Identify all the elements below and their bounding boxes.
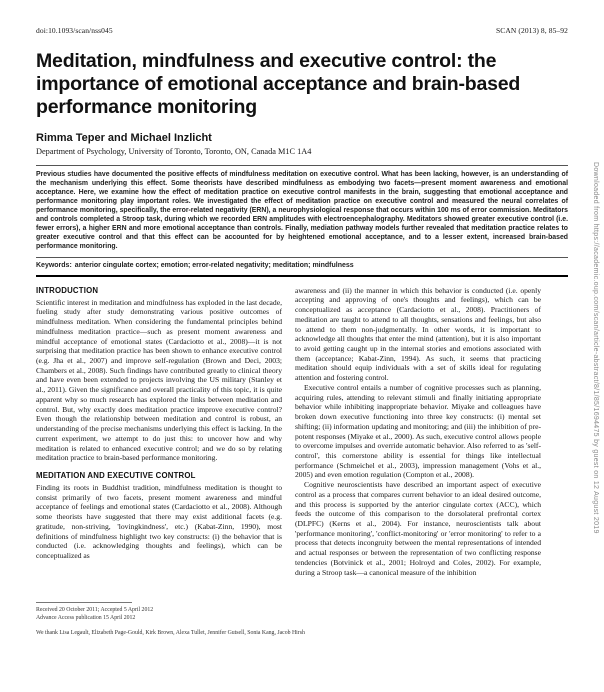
keywords-line <box>36 262 568 269</box>
advance-access-date: Advance Access publication 15 April 2012 <box>36 615 136 622</box>
author-names: Rimma Teper and Michael Inzlicht <box>36 132 212 144</box>
executive-control-paragraph: Executive control entails a number of cognitive processes such as planning, acquiring rules, attending to relevant stimuli and finally initiating appropriate behavior while inhibiting inappropriate behavior. Miyake and colleagues have broken down executive functioning into three key constructs: (i) mental set shifting; (ii) information updating and monitoring; and (iii) the inhibition of pre-potent responses (Miyake et al., 2000). As such, executive control allows people to overcome impulses and override automatic behavior. Also referred to as 'self-control', this cornerstone ability is essential for things like intellectual performance (Schmeichel et al., 2003), impression management (Vohs et al., 2005) and even emotion regulation (Compton et al., 2008). <box>295 382 541 480</box>
right-column <box>295 286 541 637</box>
article-footnote <box>36 602 305 637</box>
received-dates: Received 20 October 2011; Accepted 5 April 2012 <box>36 606 154 613</box>
download-watermark: Downloaded from https://academic.oup.com/scan/article-abstract/8/1/85/1694475 by guest on 12 August 2019 <box>592 162 599 534</box>
abstract-top-rule <box>36 165 568 166</box>
cognitive-neuroscience-paragraph: Cognitive neuroscientists have described an important aspect of executive control as a process that compares current behavior to an ideal desired outcome, and this process is supported by the anterior cingulate cortex (ACC), which feeds the outcome of this comparison to the dorsolateral prefrontal cortex (DLPFC) (Kerns et al., 2004). For instance, neuroscientists talk about 'performance monitoring', 'conflict-monitoring' or 'error monitoring' to refer to a process that detects incongruity between the mental representations of intended and actual responses or between the representation of two conflicting response tendencies (Botvinick et al., 2001; Holroyd and Coles, 2002). For example, during a Stroop task—a canonical measure of the inhibition <box>295 480 541 577</box>
left-column <box>36 285 305 637</box>
footnote-rule <box>36 602 132 603</box>
section-heading-meditation-executive-control: MEDITATION AND EXECUTIVE CONTROL <box>36 470 196 480</box>
abstract-text: Previous studies have documented the positive effects of mindfulness meditation on executive control. What has been lacking, however, is an understanding of the mechanism underlying this effect. Some theorists have described mindfulness as embodying two facets—present moment awareness and emotional acceptance. Here, we examine how the effect of meditation practice on executive control manifests in the brain, suggesting that emotional acceptance and performance monitoring play important roles. We investigated the effect of meditation practice on executive control and measured the neural correlates of performance monitoring, specifically, the error-related negativity (ERN), a neurophysiological response that occurs within 100 ms of error commission. Meditators and controls completed a Stroop task, during which we recorded ERN amplitudes with electroencephalography. Meditators showed greater executive control (i.e. fewer errors), a higher ERN and more emotional acceptance than controls. Finally, mediation pathway models further revealed that meditation practice relates to greater executive control and that this effect can be accounted for by heightened emotional acceptance, and to a lesser extent, increased brain-based performance monitoring. <box>36 171 568 250</box>
journal-citation: SCAN (2013) 8, 85–92 <box>495 26 568 35</box>
keywords-label: Keywords: <box>36 261 72 269</box>
author-affiliation: Department of Psychology, University of Toronto, Toronto, ON, Canada M1C 1A4 <box>36 147 312 156</box>
page-header <box>36 26 568 35</box>
introduction-paragraph: Scientific interest in meditation and mindfulness has exploded in the last decade, fueling study after study demonstrating various positive outcomes of mindfulness meditation. When considering the fundamental principles behind mindfulness meditation practice—such as present moment awareness and mindful acceptance of emotional states (Cardaciotto et al., 2008)—it is not surprising that meditation practice has been shown to enhance executive control (e.g. Jha et al., 2007) and improve self-regulation (Brown and Deci, 2003; Chambers et al., 2008). Such findings have contributed greatly to clinical theory and have even been extended to projects involving the US military (Stanley et al., 2011). Given the significance and overall practicality of this topic, it is quite apparent why so much research has explored the links between meditation and control. But, why exactly does meditation practice improve executive control? Even though the relationship between meditation and control is robust, an understanding of the precise mechanisms underlying this effect is lacking. In the current experiment, we attempt to do just this: to uncover how and why meditation is related to enhanced executive control; and we do so by relating meditation practice to brain-based performance monitoring. <box>36 297 282 463</box>
section-heading-introduction: INTRODUCTION <box>36 285 99 295</box>
section-divider-rule <box>36 275 568 277</box>
doi-text: doi:10.1093/scan/nss045 <box>36 26 113 35</box>
acknowledgements-text: We thank Lisa Legault, Elizabeth Page-Gould, Kirk Brown, Alexa Tullet, Jennifer Gutsell, Sonia Kang, Jacob Hirsh <box>36 629 305 636</box>
meditation-executive-control-paragraph: Finding its roots in Buddhist tradition, mindfulness meditation is thought to consist primarily of two facets, present moment awareness and mindful acceptance of feelings and emotional states (Cardaciotto et al., 2008). Although some theorists have suggested that there may exist additional facets (e.g. gratitude, non-striving, 'lovingkindness', etc.) (Kabat-Zinn, 1990), most definitions of mindfulness highlight two key constructs: (i) the behavior that is conducted (i.e. acknowledging thoughts and feelings), which can be conceptualized as <box>36 482 282 560</box>
left-column-body <box>36 286 282 598</box>
right-paragraph-continuation: awareness and (ii) the manner in which this behavior is conducted (i.e. openly accepting and approving of one's thoughts and feelings), which can be conceptualized as acceptance (Cardaciotto et al., 2008). Practitioners of meditation are taught to attend to all thoughts, sensations and feelings, but also to attend to them non-judgmentally. In other words, it is important to acknowledge all thoughts that enter the mind (attention), but it is also important to avoid getting caught up in the internal stories and emotions associated with them (acceptance; Kabat-Zinn, 1994). As such, it seems that practicing meditation should equip individuals with a set of skills ideal for regulating attention and fostering control. <box>295 285 541 383</box>
article-title: Meditation, mindfulness and executive control: the importance of emotional acceptance and brain-based performance monitoring <box>36 50 521 118</box>
abstract-bottom-rule <box>36 257 568 258</box>
keywords-list: anterior cingulate cortex; emotion; error-related negativity; meditation; mindfulness <box>74 261 354 269</box>
body-columns <box>36 286 568 637</box>
